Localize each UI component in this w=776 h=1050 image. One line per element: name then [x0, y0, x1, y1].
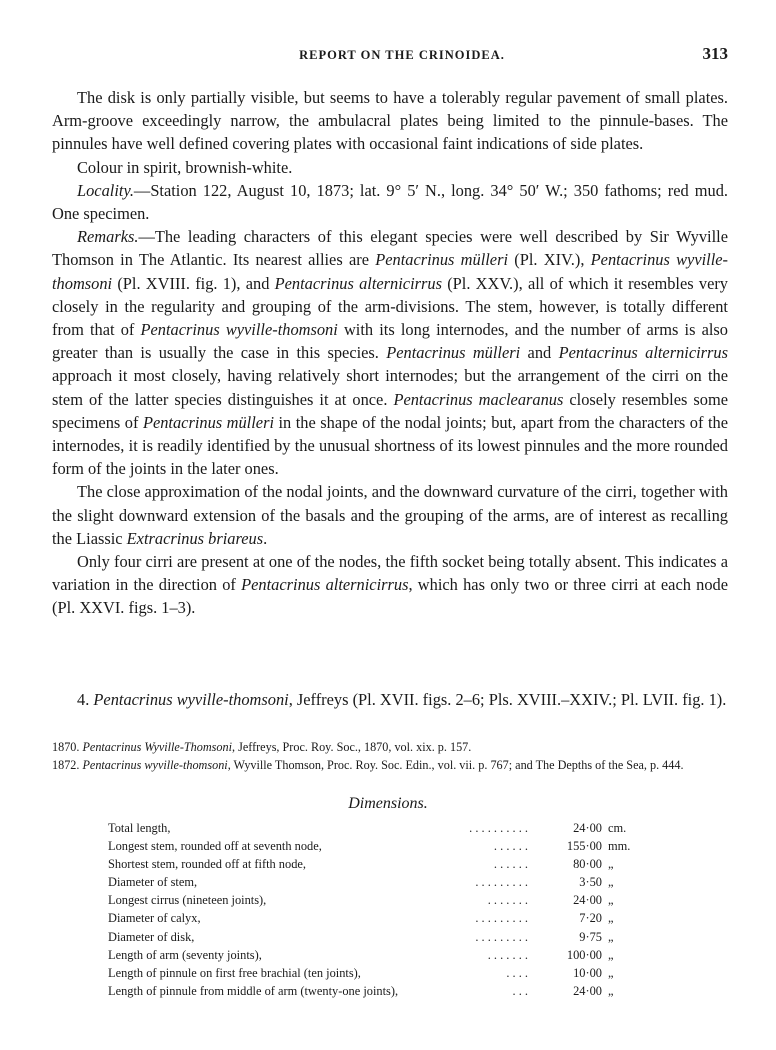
reference-item [52, 757, 728, 775]
paragraph-remarks [52, 225, 728, 480]
dimension-unit: mm. [608, 839, 631, 854]
species-name: Pentacrinus mülleri [375, 250, 509, 270]
references [52, 739, 728, 774]
dimension-label: Total length, [108, 821, 171, 835]
species-heading-rest: , Jeffreys (Pl. XVII. figs. 2–6; Pls. XVIII.–XXIV.; Pl. LVII. fig. 1). [288, 690, 727, 709]
paragraph-cirri [52, 550, 728, 620]
locality-label: Locality. [77, 180, 134, 200]
page-number: 313 [702, 44, 728, 63]
species-name: Pentacrinus maclearanus [393, 389, 564, 409]
dimension-unit: „ [608, 875, 614, 890]
dimension-label: Diameter of calyx, [108, 911, 201, 926]
running-title: REPORT ON THE CRINOIDEA. [299, 48, 505, 62]
reference-year: 1872. [52, 757, 80, 772]
leader-dots: . . . . . . . . . [475, 875, 528, 890]
leader-dots: . . . . . . . [487, 947, 528, 962]
reference-name: Pentacrinus wyville-thomsoni [82, 757, 228, 772]
remarks-text: (Pl. XXV.), all of which it resembles very closely in the regularity and grouping of the arm-divisions. The stem, however, is totally different from that of [52, 273, 728, 340]
leader-dots: . . . . . . . [487, 893, 528, 908]
dimension-unit: „ [608, 929, 614, 944]
remarks-text: approach it most closely, having relatively short internodes; but the arrangement of the cirri on the stem of the latter species distinguishes it at once. [52, 366, 728, 409]
leader-dots: . . . . . . [493, 839, 528, 854]
reference-text: , Wyville Thomson, Proc. Roy. Soc. Edin., vol. vii. p. 767; and The Depths of the Sea, p. 444. [227, 757, 684, 772]
dimension-value: 10·00 [573, 965, 602, 980]
remarks-text: (Pl. XIV.), [508, 250, 591, 270]
dimension-row [108, 948, 688, 966]
species-name: Pentacrinus alternicirrus [241, 575, 409, 595]
dimension-label: Length of pinnule on first free brachial (ten joints), [108, 965, 361, 980]
species-heading-name: Pentacrinus wyville-thomsoni [93, 690, 289, 709]
dimension-value: 24·00 [573, 983, 602, 998]
dimension-value: 7·20 [579, 911, 602, 926]
dimension-row [108, 875, 688, 893]
dimension-row [108, 839, 688, 857]
dimension-label: Shortest stem, rounded off at fifth node, [108, 857, 306, 872]
species-heading [52, 688, 728, 711]
species-name: Pentacrinus wyville-thomsoni [140, 320, 338, 340]
species-name: Pentacrinus wyville-thomsoni [52, 250, 729, 293]
dimension-value: 9·75 [579, 929, 602, 944]
remarks-text: and [520, 343, 559, 363]
species-name: Pentacrinus mülleri [386, 343, 521, 363]
dimension-row [108, 893, 688, 911]
dimension-label: Diameter of stem, [108, 875, 198, 890]
locality-text: —Station 122, August 10, 1873; lat. 9° 5′ N., long. 34° 50′ W.; 350 fathoms; red mud. One specimen. [52, 180, 728, 224]
paragraph-text: . [263, 528, 268, 548]
paragraph-disk: The disk is only partially visible, but seems to have a tolerably regular pavement of small plates. Arm-groove exceedingly narrow, the ambulacral plates being limited to the pinnule-bases. The pinnules have well defined covering plates with occasional faint indications of side plates. [52, 88, 728, 154]
dimension-unit: „ [608, 965, 614, 980]
paragraph-text: , which has only two or three cirri at each node (Pl. XXVI. figs. 1–3). [52, 575, 729, 618]
leader-dots: . . . [512, 983, 528, 998]
dimension-label: Length of arm (seventy joints), [108, 947, 262, 962]
dimension-unit: cm. [608, 821, 627, 835]
dimension-row [108, 911, 688, 929]
species-name: Extracrinus briareus [126, 528, 264, 548]
dimension-label: Length of pinnule from middle of arm (twenty-one joints), [108, 983, 399, 998]
reference-year: 1870. [52, 740, 80, 754]
leader-dots: . . . . . . . . . [475, 929, 528, 944]
remarks-text: (Pl. XVIII. fig. 1), and [112, 273, 275, 293]
body-text [52, 86, 728, 620]
page-header [76, 44, 728, 68]
reference-name: Pentacrinus Wyville-Thomsoni [82, 740, 232, 754]
remarks-text: in the shape of the nodal joints; but, apart from the characters of the internodes, it is readily identified by the unusual shortness of its lowest pinnules and the more rounded form of the joints in the later ones. [52, 412, 728, 479]
dimension-row [108, 966, 688, 984]
dimensions-title: Dimensions. [348, 795, 428, 812]
dimensions-table [108, 821, 688, 1002]
paragraph-text: The close approximation of the nodal joints, and the downward curvature of the cirri, together with the slight downward extension of the basals and the grouping of the arms, are of interest as recalling the Liassic [52, 482, 728, 548]
leader-dots: . . . . . . . . . . [469, 821, 528, 835]
leader-dots: . . . . [506, 965, 528, 980]
reference-item [52, 739, 728, 757]
remarks-text: closely resembles some specimens of [52, 389, 729, 432]
dimension-value: 80·00 [573, 857, 602, 872]
species-name: Pentacrinus alternicirrus [558, 343, 728, 363]
leader-dots: . . . . . . . . . [475, 911, 528, 926]
dimension-value: 155·00 [566, 839, 602, 854]
dimension-value: 24·00 [573, 821, 602, 835]
leader-dots: . . . . . . [493, 857, 528, 872]
dimension-label: Diameter of disk, [108, 929, 195, 944]
dimension-row [108, 857, 688, 875]
paragraph-approximation [52, 480, 728, 550]
dimension-value: 3·50 [579, 875, 602, 890]
dimension-row [108, 984, 688, 1002]
dimension-unit: „ [608, 911, 614, 926]
dimension-value: 24·00 [573, 893, 602, 908]
dimension-unit: „ [608, 857, 614, 872]
dimension-value: 100·00 [566, 947, 602, 962]
species-name: Pentacrinus alternicirrus [274, 273, 442, 293]
dimension-unit: „ [608, 983, 614, 998]
dimension-unit: „ [608, 947, 614, 962]
remarks-text: with its long internodes, and the number of arms is also greater than is usually the case in this species. [52, 320, 728, 363]
reference-text: , Jeffreys, Proc. Roy. Soc., 1870, vol. xix. p. 157. [231, 740, 472, 754]
paragraph-text: Only four cirri are present at one of the nodes, the fifth socket being totally absent. This indicates a variation in the direction of [52, 552, 728, 595]
dimension-unit: „ [608, 893, 614, 908]
dimension-label: Longest cirrus (nineteen joints), [108, 893, 267, 908]
paragraph-colour: Colour in spirit, brownish-white. [77, 157, 293, 177]
dimension-label: Longest stem, rounded off at seventh node, [108, 839, 322, 854]
remarks-text: —The leading characters of this elegant species were well described by Sir Wyville Thomson in The Atlantic. Its nearest allies are [52, 227, 728, 270]
dimension-row [108, 930, 688, 948]
species-number: 4. [77, 690, 90, 709]
remarks-label: Remarks. [77, 227, 139, 247]
species-name: Pentacrinus mülleri [142, 412, 274, 432]
paragraph-locality [52, 179, 728, 225]
dimension-row [108, 821, 688, 839]
